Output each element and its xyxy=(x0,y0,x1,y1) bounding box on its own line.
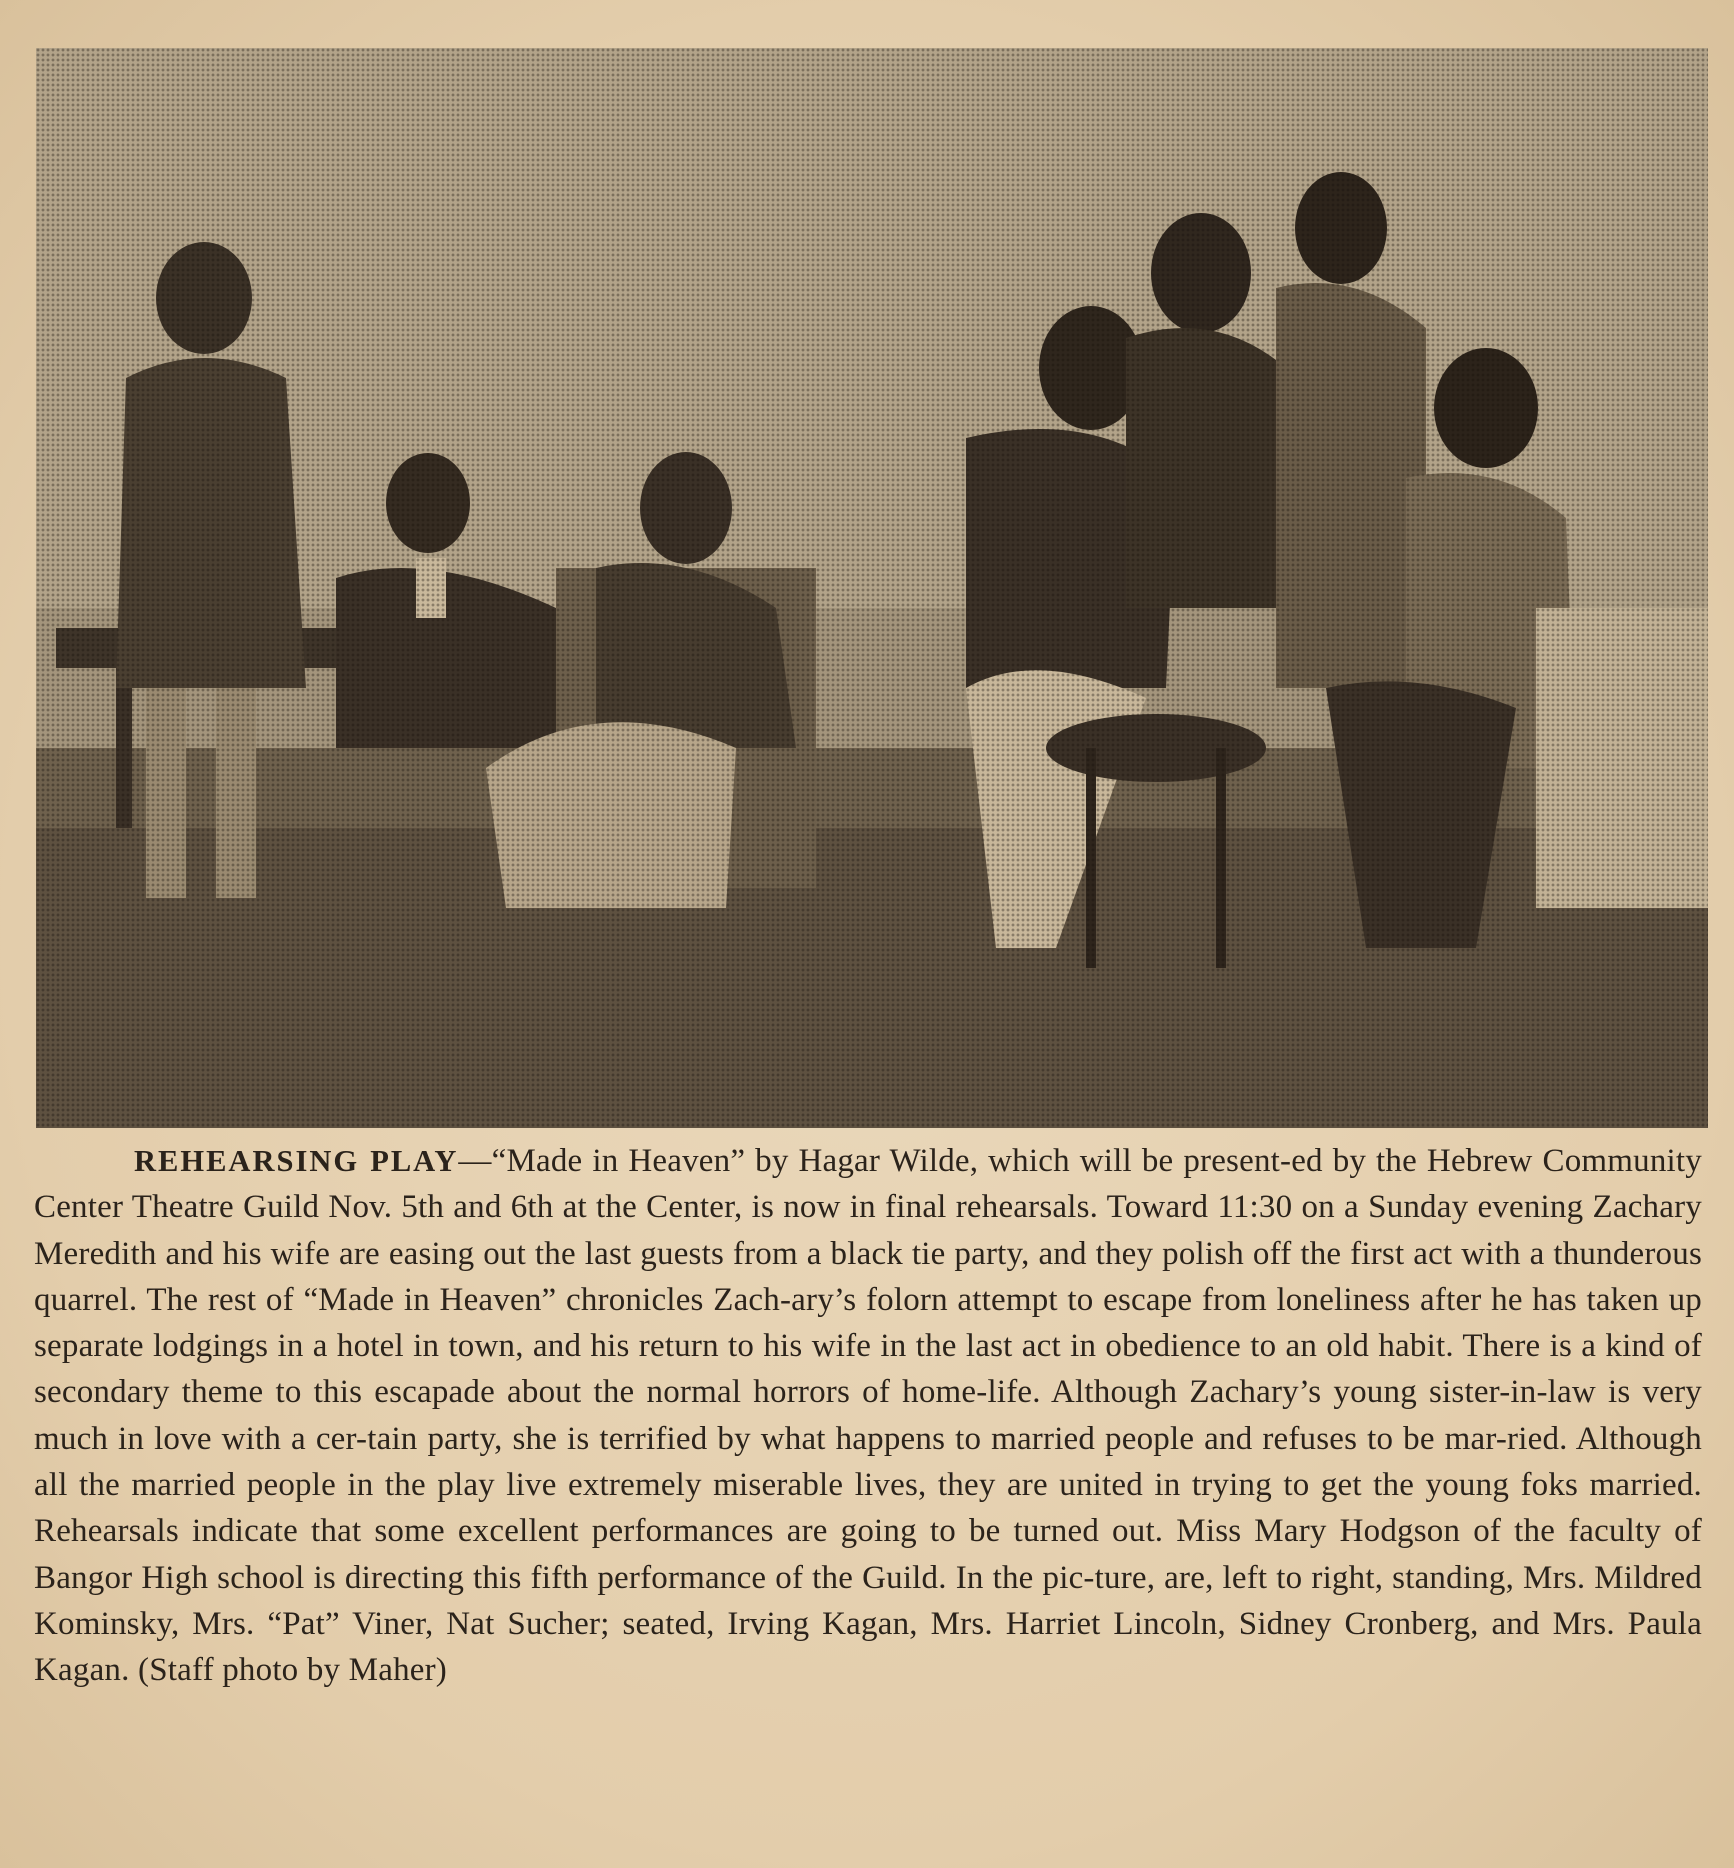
photo-caption xyxy=(34,1140,1702,1696)
photo-figure-head xyxy=(156,242,252,354)
photo-figure-head xyxy=(1151,213,1251,333)
photo-figure-head xyxy=(1434,348,1538,468)
photo-sofa xyxy=(1536,608,1708,908)
rehearsal-photograph xyxy=(36,48,1708,1128)
photo-figure-head xyxy=(640,452,732,564)
caption-lead: REHEARSING PLAY xyxy=(134,1144,459,1178)
photo-table-leg xyxy=(116,668,132,828)
photo-figure-body xyxy=(1126,328,1286,608)
photo-figure-legs xyxy=(216,688,256,898)
photo-figure-head xyxy=(1295,172,1387,284)
photo-scene xyxy=(36,48,1708,1128)
photo-figure-body xyxy=(1276,283,1426,688)
photo-figure-head xyxy=(386,453,470,553)
photo-figure-shirt xyxy=(416,558,446,618)
photo-figure-skirt xyxy=(486,722,736,908)
photo-stool-leg xyxy=(1216,748,1226,968)
photo-figure-legs xyxy=(146,688,186,898)
photo-figure-body xyxy=(116,358,306,688)
photo-stool xyxy=(1046,714,1266,782)
caption-body: —“Made in Heaven” by Hagar Wilde, which will be present-ed by the Hebrew Community Center Theatre Guild Nov. 5th and 6th at the Center, is now in final rehearsals. Toward 11:30 on a Sunday evening Zachary Meredith and his wife are easing out the last guests from a black tie party, and they polish off the first act with a thunderous quarrel. The rest of “Made in Heaven” chronicles Zach-ary’s folorn attempt to escape from loneliness after he has taken up separate lodgings in a hotel in town, and his return to his wife in the last act in obedience to an old habit. There is a kind of secondary theme to this escapade about the normal horrors of home-life. Although Zachary’s young sister-in-law is very much in love with a cer-tain party, she is terrified by what happens to married people and refuses to be mar-ried. Although all the married people in the play live extremely miserable lives, they are united in trying to get the young foks married. Rehearsals indicate that some excellent performances are going to be turned out. Miss Mary Hodgson of the faculty of Bangor High school is directing this fifth performance of the Guild. In the pic-ture, are, left to right, standing, Mrs. Mildred Kominsky, Mrs. “Pat” Viner, Nat Sucher; seated, Irving Kagan, Mrs. Harriet Lincoln, Sidney Cronberg, and Mrs. Paula Kagan. (Staff photo by Maher) xyxy=(34,1143,1702,1689)
photo-stool-leg xyxy=(1086,748,1096,968)
